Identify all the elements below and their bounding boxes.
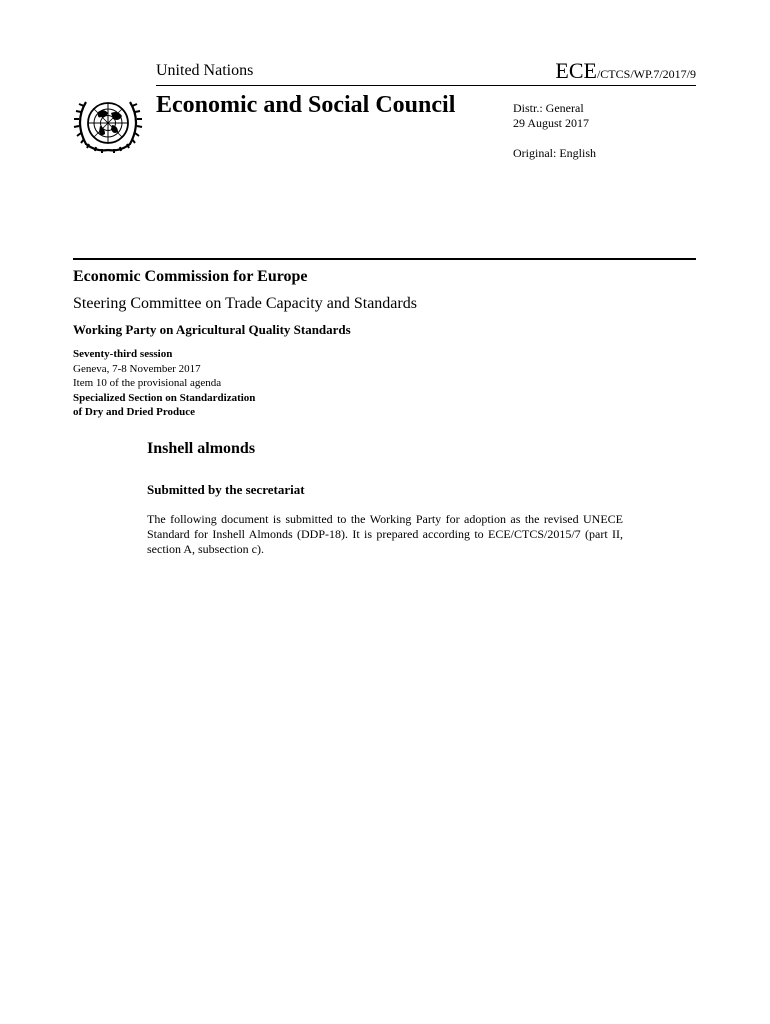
organization-name: United Nations: [156, 62, 254, 79]
distribution-type: Distr.: General: [513, 101, 584, 115]
submitted-by: Submitted by the secretariat: [147, 482, 305, 497]
document-title: Inshell almonds: [147, 440, 256, 457]
un-emblem-icon: [72, 94, 144, 154]
session-block: [73, 347, 255, 420]
header-rule: [156, 85, 696, 86]
commission-name: Economic Commission for Europe: [73, 268, 308, 285]
body-paragraph: The following document is submitted to the Working Party for adoption as the revised UNECE Standard for Inshell Almonds (DDP-18). It is prepared according to ECE/CTCS/2015/7 (part II, section A, subsection c).: [147, 512, 623, 556]
distribution-block: [513, 101, 589, 131]
document-date: 29 August 2017: [513, 116, 590, 130]
working-party-name: Working Party on Agricultural Quality Standards: [73, 322, 351, 337]
document-symbol-prefix: ECE: [555, 58, 597, 83]
section-rule: [73, 258, 696, 260]
agenda-item: Item 10 of the provisional agenda: [73, 377, 222, 389]
specialized-section-line-1: Specialized Section on Standardization: [73, 391, 256, 404]
committee-name: Steering Committee on Trade Capacity and Standards: [73, 295, 417, 312]
document-symbol-number: /CTCS/WP.7/2017/9: [596, 67, 696, 81]
document-symbol: [555, 58, 696, 84]
session-name: Seventy-third session: [73, 348, 173, 360]
session-place-date: Geneva, 7-8 November 2017: [73, 362, 201, 375]
council-name: Economic and Social Council: [156, 92, 456, 118]
original-language: Original: English: [513, 146, 596, 160]
specialized-section-line-2: of Dry and Dried Produce: [73, 406, 196, 418]
